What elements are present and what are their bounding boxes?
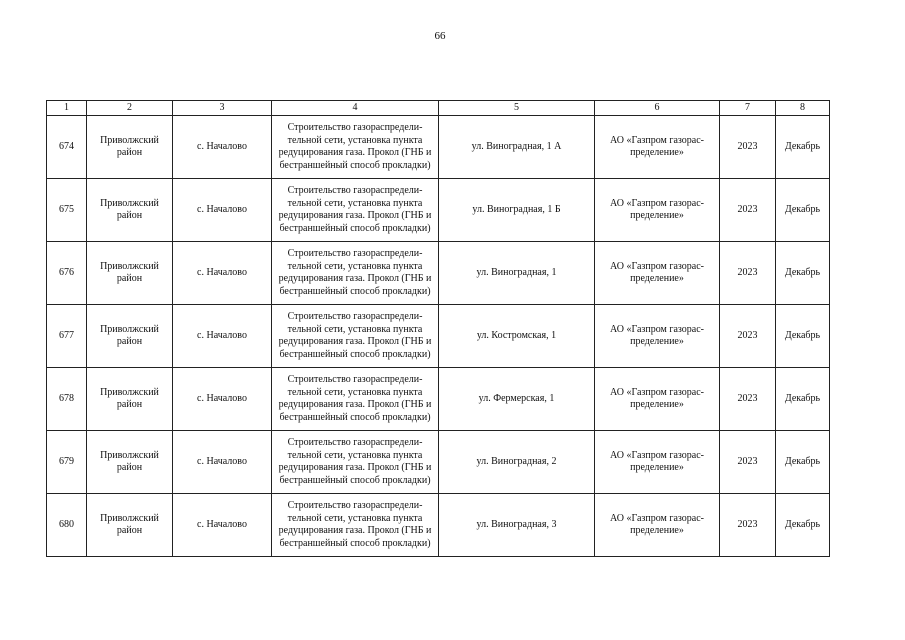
table-row [47, 431, 830, 494]
description-cell: Строительство газораспредели-тельной сети, установка пункта редуцирования газа. Прокол (ГНБ и бестраншейный способ прокладки) [272, 494, 439, 557]
row-number-cell: 680 [47, 494, 87, 557]
description-cell: Строительство газораспредели-тельной сети, установка пункта редуцирования газа. Прокол (ГНБ и бестраншейный способ прокладки) [272, 116, 439, 179]
column-header: 7 [720, 101, 776, 116]
organization-cell: АО «Газпром газорас-пределение» [595, 116, 720, 179]
column-header: 1 [47, 101, 87, 116]
locality-cell: с. Началово [173, 305, 272, 368]
month-cell: Декабрь [776, 242, 830, 305]
district-cell: Приволжский район [87, 179, 173, 242]
description-cell: Строительство газораспредели-тельной сети, установка пункта редуцирования газа. Прокол (ГНБ и бестраншейный способ прокладки) [272, 431, 439, 494]
year-cell: 2023 [720, 431, 776, 494]
column-header: 3 [173, 101, 272, 116]
month-cell: Декабрь [776, 179, 830, 242]
organization-cell: АО «Газпром газорас-пределение» [595, 368, 720, 431]
month-cell: Декабрь [776, 431, 830, 494]
organization-cell: АО «Газпром газорас-пределение» [595, 179, 720, 242]
row-number-cell: 674 [47, 116, 87, 179]
row-number-cell: 677 [47, 305, 87, 368]
table-row [47, 179, 830, 242]
district-cell: Приволжский район [87, 431, 173, 494]
table-row [47, 494, 830, 557]
address-cell: ул. Виноградная, 3 [439, 494, 595, 557]
year-cell: 2023 [720, 305, 776, 368]
district-cell: Приволжский район [87, 368, 173, 431]
column-header: 5 [439, 101, 595, 116]
table-header-row [47, 101, 830, 116]
locality-cell: с. Началово [173, 368, 272, 431]
locality-cell: с. Началово [173, 179, 272, 242]
month-cell: Декабрь [776, 305, 830, 368]
month-cell: Декабрь [776, 116, 830, 179]
row-number-cell: 678 [47, 368, 87, 431]
district-cell: Приволжский район [87, 305, 173, 368]
address-cell: ул. Виноградная, 1 Б [439, 179, 595, 242]
address-cell: ул. Виноградная, 2 [439, 431, 595, 494]
column-header: 8 [776, 101, 830, 116]
column-header: 2 [87, 101, 173, 116]
description-cell: Строительство газораспредели-тельной сети, установка пункта редуцирования газа. Прокол (ГНБ и бестраншейный способ прокладки) [272, 305, 439, 368]
table-row [47, 368, 830, 431]
address-cell: ул. Фермерская, 1 [439, 368, 595, 431]
table-row [47, 242, 830, 305]
column-header: 4 [272, 101, 439, 116]
organization-cell: АО «Газпром газорас-пределение» [595, 494, 720, 557]
data-table [46, 100, 830, 557]
organization-cell: АО «Газпром газорас-пределение» [595, 431, 720, 494]
month-cell: Декабрь [776, 494, 830, 557]
page-number: 66 [434, 30, 446, 42]
month-cell: Декабрь [776, 368, 830, 431]
row-number-cell: 675 [47, 179, 87, 242]
description-cell: Строительство газораспредели-тельной сети, установка пункта редуцирования газа. Прокол (ГНБ и бестраншейный способ прокладки) [272, 242, 439, 305]
address-cell: ул. Виноградная, 1 [439, 242, 595, 305]
locality-cell: с. Началово [173, 242, 272, 305]
year-cell: 2023 [720, 242, 776, 305]
organization-cell: АО «Газпром газорас-пределение» [595, 242, 720, 305]
organization-cell: АО «Газпром газорас-пределение» [595, 305, 720, 368]
year-cell: 2023 [720, 494, 776, 557]
year-cell: 2023 [720, 179, 776, 242]
year-cell: 2023 [720, 116, 776, 179]
description-cell: Строительство газораспредели-тельной сети, установка пункта редуцирования газа. Прокол (ГНБ и бестраншейный способ прокладки) [272, 368, 439, 431]
table-row [47, 116, 830, 179]
row-number-cell: 679 [47, 431, 87, 494]
description-cell: Строительство газораспредели-тельной сети, установка пункта редуцирования газа. Прокол (ГНБ и бестраншейный способ прокладки) [272, 179, 439, 242]
district-cell: Приволжский район [87, 116, 173, 179]
locality-cell: с. Началово [173, 431, 272, 494]
year-cell: 2023 [720, 368, 776, 431]
locality-cell: с. Началово [173, 494, 272, 557]
address-cell: ул. Костромская, 1 [439, 305, 595, 368]
address-cell: ул. Виноградная, 1 А [439, 116, 595, 179]
district-cell: Приволжский район [87, 242, 173, 305]
district-cell: Приволжский район [87, 494, 173, 557]
column-header: 6 [595, 101, 720, 116]
locality-cell: с. Началово [173, 116, 272, 179]
table-row [47, 305, 830, 368]
row-number-cell: 676 [47, 242, 87, 305]
